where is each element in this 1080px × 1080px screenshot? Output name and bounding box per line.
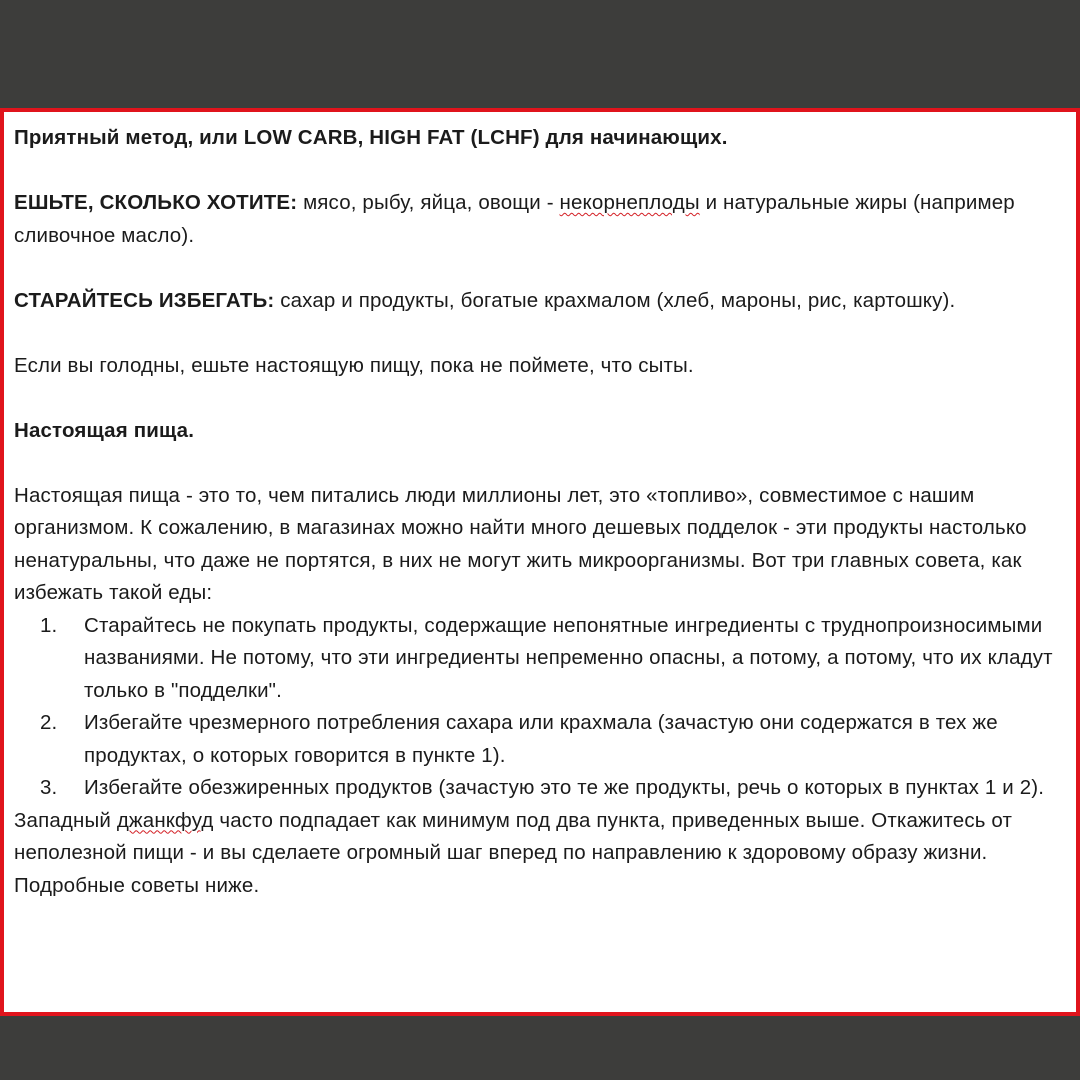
list-item-text: Старайтесь не покупать продукты, содержащие непонятные ингредиенты с труднопроизносимыми названиями. Не потому, что эти ингредиенты непременно опасны, а потому, а потому, что их кладут только в "подделки". bbox=[84, 613, 1053, 702]
list-item-text: Избегайте чрезмерного потребления сахара или крахмала (зачастую они содержатся в тех же продуктах, о которых говорится в пункте 1). bbox=[84, 711, 998, 767]
avoid-paragraph bbox=[14, 285, 1064, 318]
list-item-number: 1. bbox=[40, 613, 58, 637]
avoid-text: сахар и продукты, богатые крахмалом (хлеб, мароны, рис, картошку). bbox=[274, 288, 956, 312]
document-body bbox=[14, 122, 1064, 902]
tips-list bbox=[14, 610, 1064, 805]
document-title: Приятный метод, или LOW CARB, HIGH FAT (LCHF) для начинающих. bbox=[14, 126, 728, 149]
eat-paragraph bbox=[14, 187, 1064, 252]
list-item-number: 3. bbox=[40, 776, 58, 799]
hungry-paragraph: Если вы голодны, ешьте настоящую пищу, пока не поймете, что сыты. bbox=[14, 353, 694, 377]
document-frame bbox=[0, 108, 1080, 1016]
closing-paragraph bbox=[14, 805, 1064, 903]
list-item bbox=[14, 610, 1064, 708]
eat-flagged-word: некорнеплоды bbox=[559, 191, 700, 214]
real-food-heading: Настоящая пища. bbox=[14, 418, 195, 442]
eat-label: ЕШЬТЕ, СКОЛЬКО ХОТИТЕ: bbox=[14, 191, 298, 214]
eat-text-before: мясо, рыбу, яйца, овощи - bbox=[297, 191, 560, 214]
closing-flagged-word: джанкфуд bbox=[116, 808, 214, 832]
closing-text-before: Западный bbox=[14, 808, 117, 832]
closing-text-after: часто подпадает как минимум под два пункта, приведенных выше. Откажитесь от неполезной пищи - и вы сделаете огромный шаг вперед по направлению к здоровому образу жизни. Подробные советы ниже. bbox=[14, 808, 1013, 897]
list-item-text: Избегайте обезжиренных продуктов (зачастую это те же продукты, речь о которых в пунктах 1 и 2). bbox=[84, 776, 1045, 799]
eat-text-after: и натуральные жиры (например сливочное масло). bbox=[14, 191, 1015, 247]
list-item bbox=[14, 707, 1064, 772]
avoid-label: СТАРАЙТЕСЬ ИЗБЕГАТЬ: bbox=[14, 288, 275, 312]
real-food-paragraph: Настоящая пища - это то, чем питались люди миллионы лет, это «топливо», совместимое с нашим организмом. К сожалению, в магазинах можно найти много дешевых подделок - эти продукты настолько ненатуральны, что даже не портятся, в них не могут жить микроорганизмы. Вот три главных совета, как избежать такой еды: bbox=[14, 483, 1027, 604]
list-item-number: 2. bbox=[40, 711, 58, 734]
list-item bbox=[14, 772, 1064, 805]
